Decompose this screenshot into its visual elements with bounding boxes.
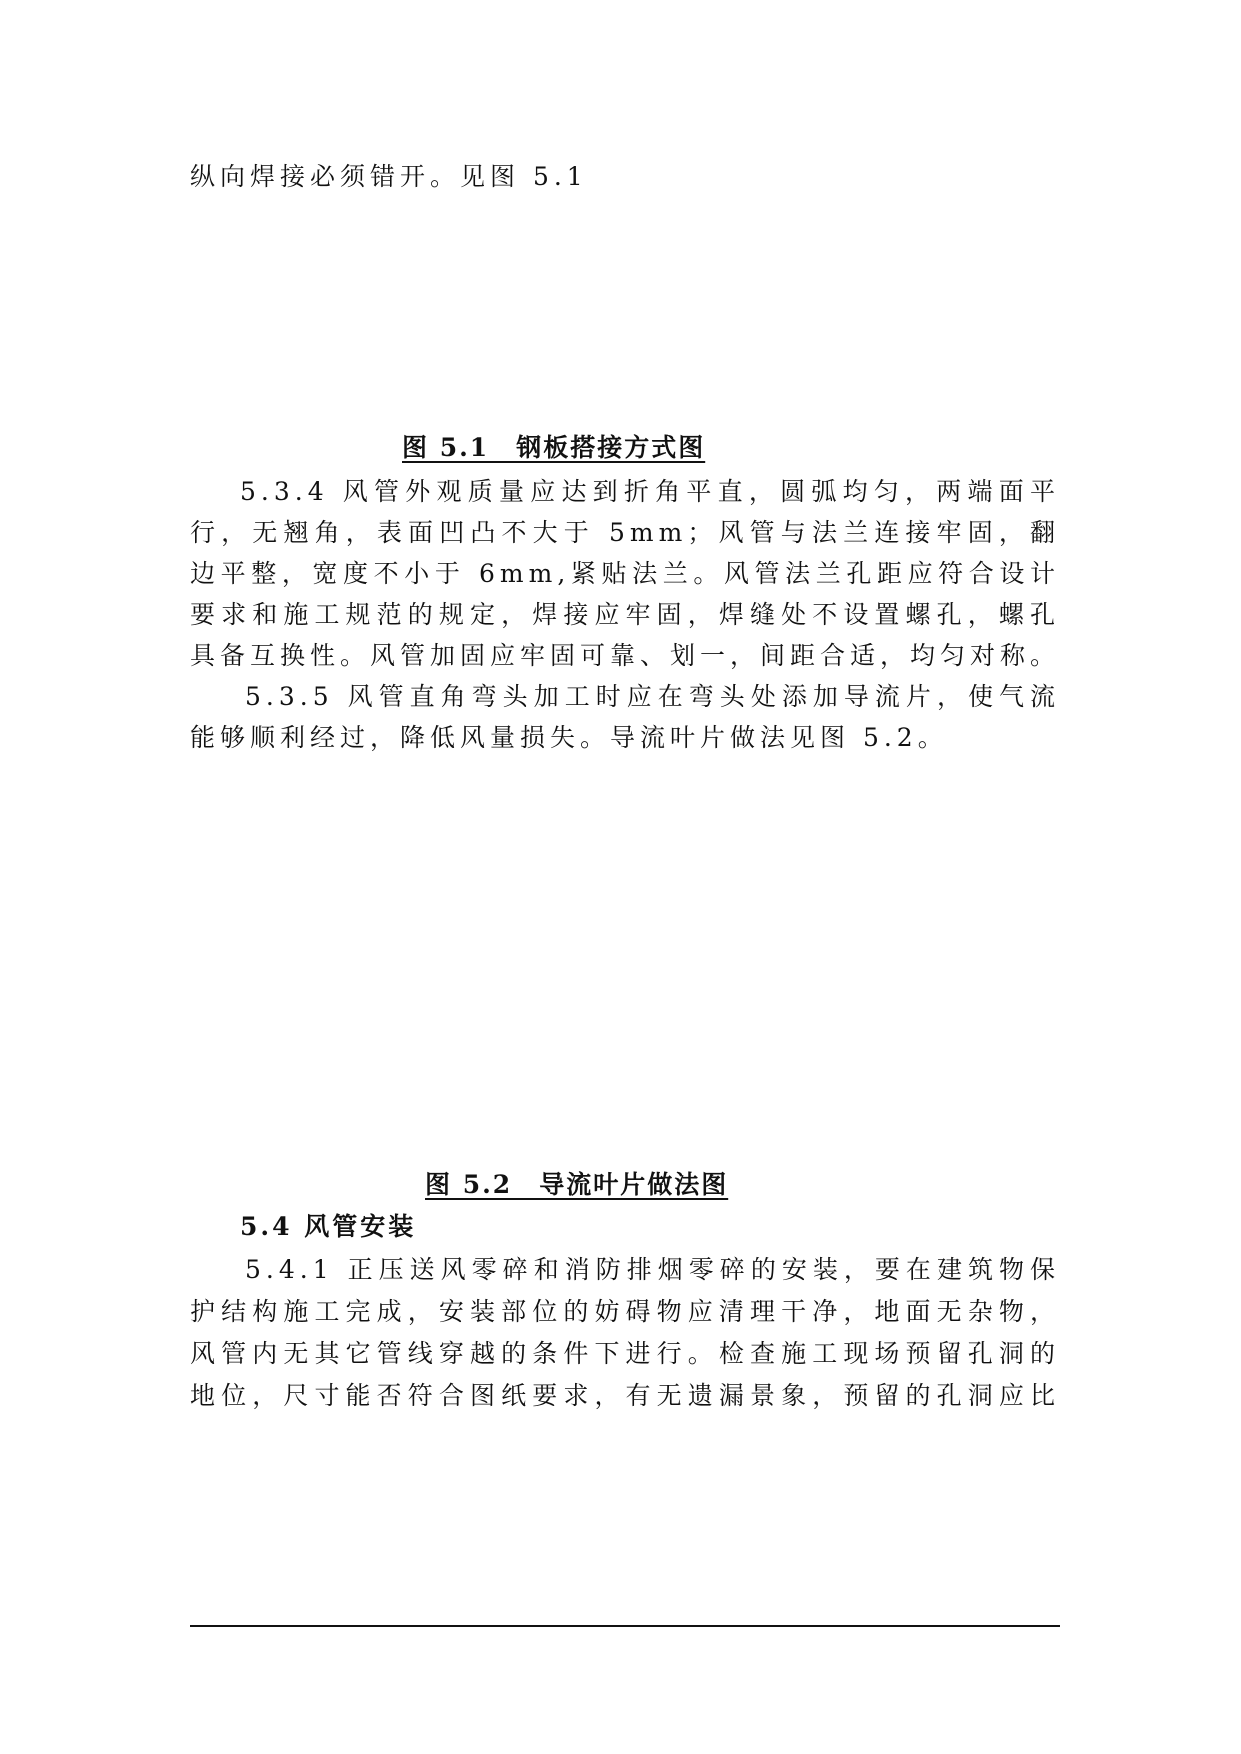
paragraph-5-3-4-line: 具备互换性。风管加固应牢固可靠、划一，间距合适，均匀对称。: [190, 641, 1061, 670]
figure-5-1-caption: 图 5.1 钢板搭接方式图: [402, 433, 706, 462]
paragraph-5-4-1-line: 护结构施工完成，安装部位的妨碍物应清理干净，地面无杂物，: [190, 1297, 1060, 1326]
intro-line: 纵向焊接必须错开。见图 5.1: [190, 162, 588, 191]
figure-5-2-image-area: [190, 775, 1060, 1145]
figure-5-2-caption: 图 5.2 导流叶片做法图: [425, 1170, 729, 1199]
paragraph-5-4-1-line: 地位，尺寸能否符合图纸要求，有无遗漏景象，预留的孔洞应比: [190, 1381, 1060, 1410]
paragraph-5-4-1-line: 5.4.1 正压送风零碎和消防排烟零碎的安装，要在建筑物保: [245, 1255, 1060, 1284]
paragraph-5-3-5-line: 5.3.5 风管直角弯头加工时应在弯头处添加导流片，使气流: [245, 682, 1060, 711]
paragraph-5-3-4-line: 边平整，宽度不小于 6mm,紧贴法兰。风管法兰孔距应符合设计: [190, 559, 1060, 588]
paragraph-5-3-4-line: 行，无翘角，表面凹凸不大于 5mm；风管与法兰连接牢固，翻: [190, 518, 1060, 547]
paragraph-5-4-1-line: 风管内无其它管线穿越的条件下进行。检查施工现场预留孔洞的: [190, 1339, 1060, 1368]
paragraph-5-3-4-line: 5.3.4 风管外观质量应达到折角平直，圆弧均匀，两端面平: [240, 477, 1060, 506]
footer-divider: [190, 1625, 1060, 1627]
section-5-4-heading: 5.4 风管安装: [240, 1212, 417, 1241]
paragraph-5-3-4-line: 要求和施工规范的规定，焊接应牢固，焊缝处不设置螺孔，螺孔: [190, 600, 1060, 629]
figure-5-1-image-area: [190, 215, 1060, 415]
paragraph-5-3-5-line: 能够顺利经过，降低风量损失。导流叶片做法见图 5.2。: [190, 723, 948, 752]
